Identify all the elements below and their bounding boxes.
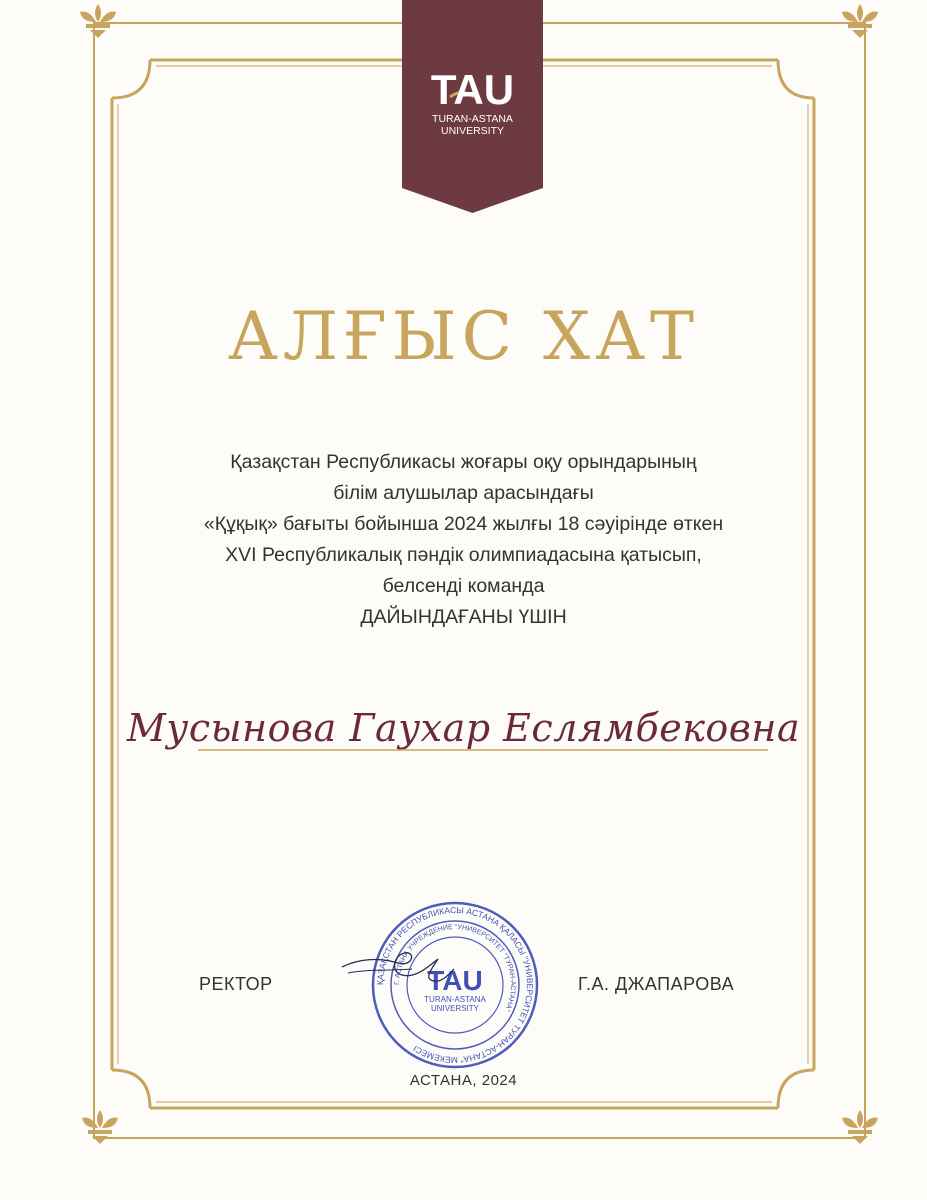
logo-ribbon [402, 0, 543, 213]
body-line: Қазақстан Республикасы жоғары оқу орындарының [230, 451, 697, 473]
logo-line-1: TURAN-ASTANA [432, 113, 513, 125]
stamp-line-1: TURAN-ASTANA [424, 995, 486, 1004]
rector-title: РЕКТОР [199, 974, 273, 994]
signer-name: Г.А. ДЖАПАРОВА [578, 974, 735, 994]
logo-line-2: UNIVERSITY [440, 125, 505, 137]
stamp-brand-text: TAU [427, 965, 483, 996]
place-year: АСТАНА, 2024 [409, 1072, 518, 1089]
stamp-inner-text: Г. АСТАНА УЧРЕЖДЕНИЕ "УНИВЕРСИТЕТ "ТУРАН-АСТАНА" [393, 923, 517, 1013]
body-line: білім алушылар арасындағы [333, 482, 594, 504]
rector-signature [338, 945, 458, 995]
corner-ornament-top-left [76, 0, 120, 40]
corner-ornament-bottom-left [78, 1106, 122, 1150]
body-line: «Құқық» бағыты бойынша 2024 жылғы 18 сәуірінде өткен [203, 513, 724, 535]
body-line: белсенді команда [382, 575, 545, 597]
stamp-outer-text: ҚАЗАҚСТАН РЕСПУБЛИКАСЫ АСТАНА ҚАЛАСЫ "УНИВЕРСИТЕТ ТУРАН-АСТАНА" МЕКЕМЕСІ [374, 904, 536, 1066]
certificate-body [0, 447, 927, 633]
corner-ornament-top-right [838, 0, 882, 40]
stamp-line-2: UNIVERSITY [430, 1004, 480, 1013]
body-line: XVI Республикалық пәндік олимпиадасына қатысып, [225, 544, 702, 566]
logo-brand-text: TAU [430, 66, 515, 113]
name-underline [198, 747, 768, 753]
body-line: ДАЙЫНДАҒАНЫ ҮШІН [360, 606, 567, 628]
certificate-title: АЛҒЫС ХАТ [227, 298, 700, 375]
recipient-name: Мусынова Гаухар Еслямбековна [126, 706, 801, 750]
corner-ornament-bottom-right [838, 1106, 882, 1150]
